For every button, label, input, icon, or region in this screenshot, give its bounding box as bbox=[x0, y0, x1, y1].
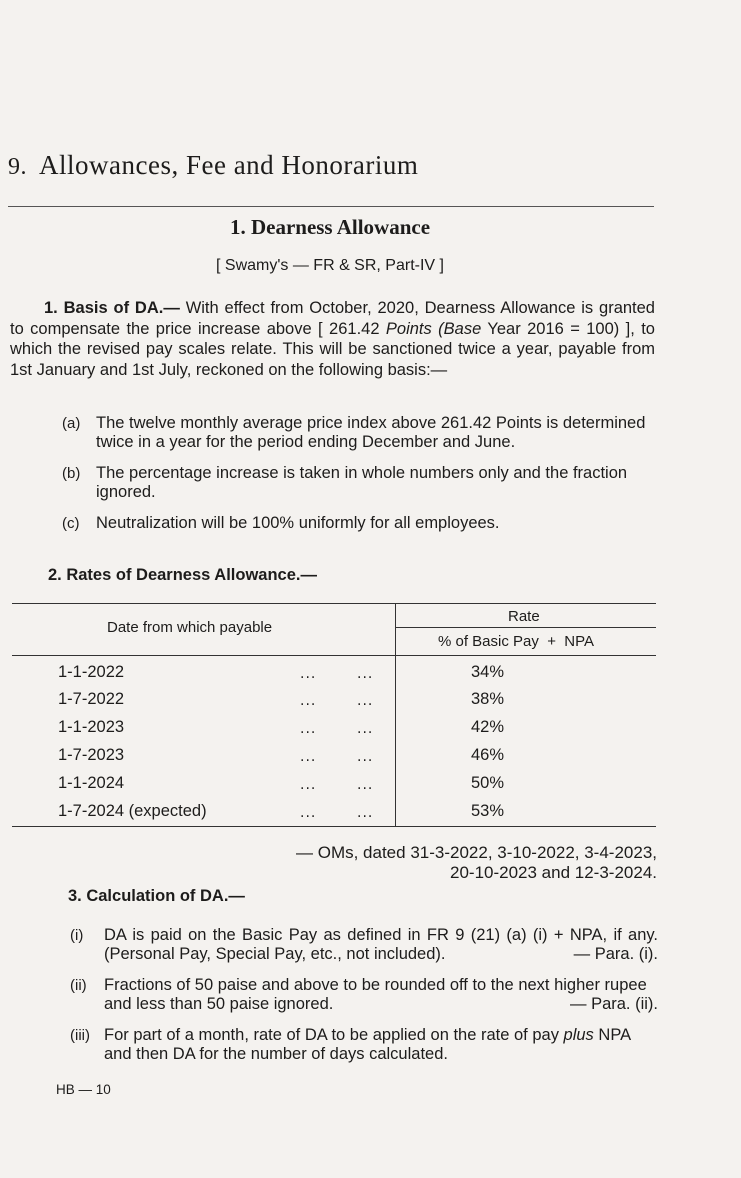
para-reference: — Para. (i). bbox=[573, 945, 658, 963]
source-line-2: 20-10-2023 and 12-3-2024. bbox=[450, 863, 657, 882]
calculation-heading: 3. Calculation of DA.— bbox=[68, 887, 245, 905]
item-text: The percentage increase is taken in whole numbers only and the fraction ignored. bbox=[96, 464, 628, 501]
basis-text-a: With effect from October, 2020, Dearness Allowance is granted to compensate the price increase above [ 261.42 bbox=[10, 299, 655, 338]
row-leader: ... bbox=[357, 805, 374, 821]
rates-source bbox=[0, 843, 657, 883]
item-text: The twelve monthly average price index above 261.42 Points is determined twice in a year for the period ending December and June. bbox=[96, 414, 646, 451]
row-leader: ... bbox=[300, 693, 317, 709]
item-label: (c) bbox=[62, 515, 80, 532]
row-rate: 46% bbox=[471, 746, 505, 764]
row-leader: ... bbox=[357, 693, 374, 709]
table-header-rule bbox=[12, 655, 656, 656]
chapter-number: 9. bbox=[8, 154, 27, 180]
item-label: (i) bbox=[70, 927, 84, 944]
row-leader: ... bbox=[300, 749, 317, 765]
item-text bbox=[104, 1026, 658, 1064]
row-leader: ... bbox=[357, 749, 374, 765]
basis-text-b: Year 2016 = 100) ], to which the revised pay scales relate. This will be sanctioned twice a year, payable from 1st January and 1st July, reckoned on the following basis:— bbox=[10, 319, 655, 379]
row-date: 1-7-2022 bbox=[58, 690, 125, 708]
row-rate: 42% bbox=[471, 718, 505, 736]
row-leader: ... bbox=[300, 666, 317, 682]
item-text bbox=[104, 976, 658, 1014]
rates-heading: 2. Rates of Dearness Allowance.— bbox=[48, 566, 317, 584]
item-label: (b) bbox=[62, 465, 81, 482]
row-date: 1-1-2024 bbox=[58, 774, 125, 792]
calculation-list bbox=[70, 926, 658, 1064]
row-date: 1-7-2024 (expected) bbox=[58, 802, 207, 820]
row-leader: ... bbox=[300, 805, 317, 821]
rate-subheader-rule bbox=[396, 627, 656, 628]
section-reference: [ Swamy's — FR & SR, Part-IV ] bbox=[216, 257, 444, 274]
list-item bbox=[70, 976, 658, 1014]
item-body: Fractions of 50 paise and above to be rounded off to the next higher rupee and less than 50 paise ignored. bbox=[104, 976, 647, 1013]
row-date: 1-1-2022 bbox=[58, 663, 125, 681]
row-leader: ... bbox=[300, 721, 317, 737]
item-label: (iii) bbox=[70, 1027, 90, 1044]
item-body-b: NPA and then DA for the number of days calculated. bbox=[104, 1026, 631, 1063]
page-footer: HB — 10 bbox=[56, 1082, 111, 1097]
row-leader: ... bbox=[357, 721, 374, 737]
row-leader: ... bbox=[357, 777, 374, 793]
list-item bbox=[70, 926, 658, 964]
row-leader: ... bbox=[300, 777, 317, 793]
item-text: Neutralization will be 100% uniformly for all employees. bbox=[96, 514, 500, 532]
row-date: 1-1-2023 bbox=[58, 718, 125, 736]
source-line-1: — OMs, dated 31-3-2022, 3-10-2022, 3-4-2023, bbox=[296, 843, 657, 862]
basis-heading: 1. Basis of DA.— bbox=[44, 299, 180, 317]
table-top-rule bbox=[12, 603, 656, 604]
item-label: (ii) bbox=[70, 977, 87, 994]
header-date: Date from which payable bbox=[107, 619, 273, 636]
row-rate: 50% bbox=[471, 774, 505, 792]
row-rate: 38% bbox=[471, 690, 505, 708]
table-column-divider bbox=[395, 603, 396, 827]
row-leader: ... bbox=[357, 666, 374, 682]
item-body: DA is paid on the Basic Pay as defined in FR 9 (21) (a) (i) + NPA, if any. (Personal Pay, Special Pay, etc., not included). bbox=[104, 926, 658, 963]
header-rate: Rate bbox=[508, 608, 540, 625]
row-rate: 53% bbox=[471, 802, 505, 820]
row-rate: 34% bbox=[471, 663, 505, 681]
section-heading: 1. Dearness Allowance bbox=[229, 215, 431, 239]
chapter-title-text: Allowances, Fee and Honorarium bbox=[39, 150, 419, 180]
item-body-italic: plus bbox=[563, 1026, 594, 1044]
item-text bbox=[104, 926, 658, 964]
para-reference: — Para. (ii). bbox=[569, 995, 658, 1013]
basis-text-italic: Points (Base bbox=[385, 319, 482, 338]
row-date: 1-7-2023 bbox=[58, 746, 125, 764]
header-rate-sub: % of Basic Pay + NPA bbox=[438, 633, 595, 650]
table-bottom-rule bbox=[12, 826, 656, 827]
list-item bbox=[70, 1026, 658, 1064]
item-label: (a) bbox=[62, 415, 81, 432]
item-body-a: For part of a month, rate of DA to be applied on the rate of pay bbox=[104, 1026, 564, 1044]
